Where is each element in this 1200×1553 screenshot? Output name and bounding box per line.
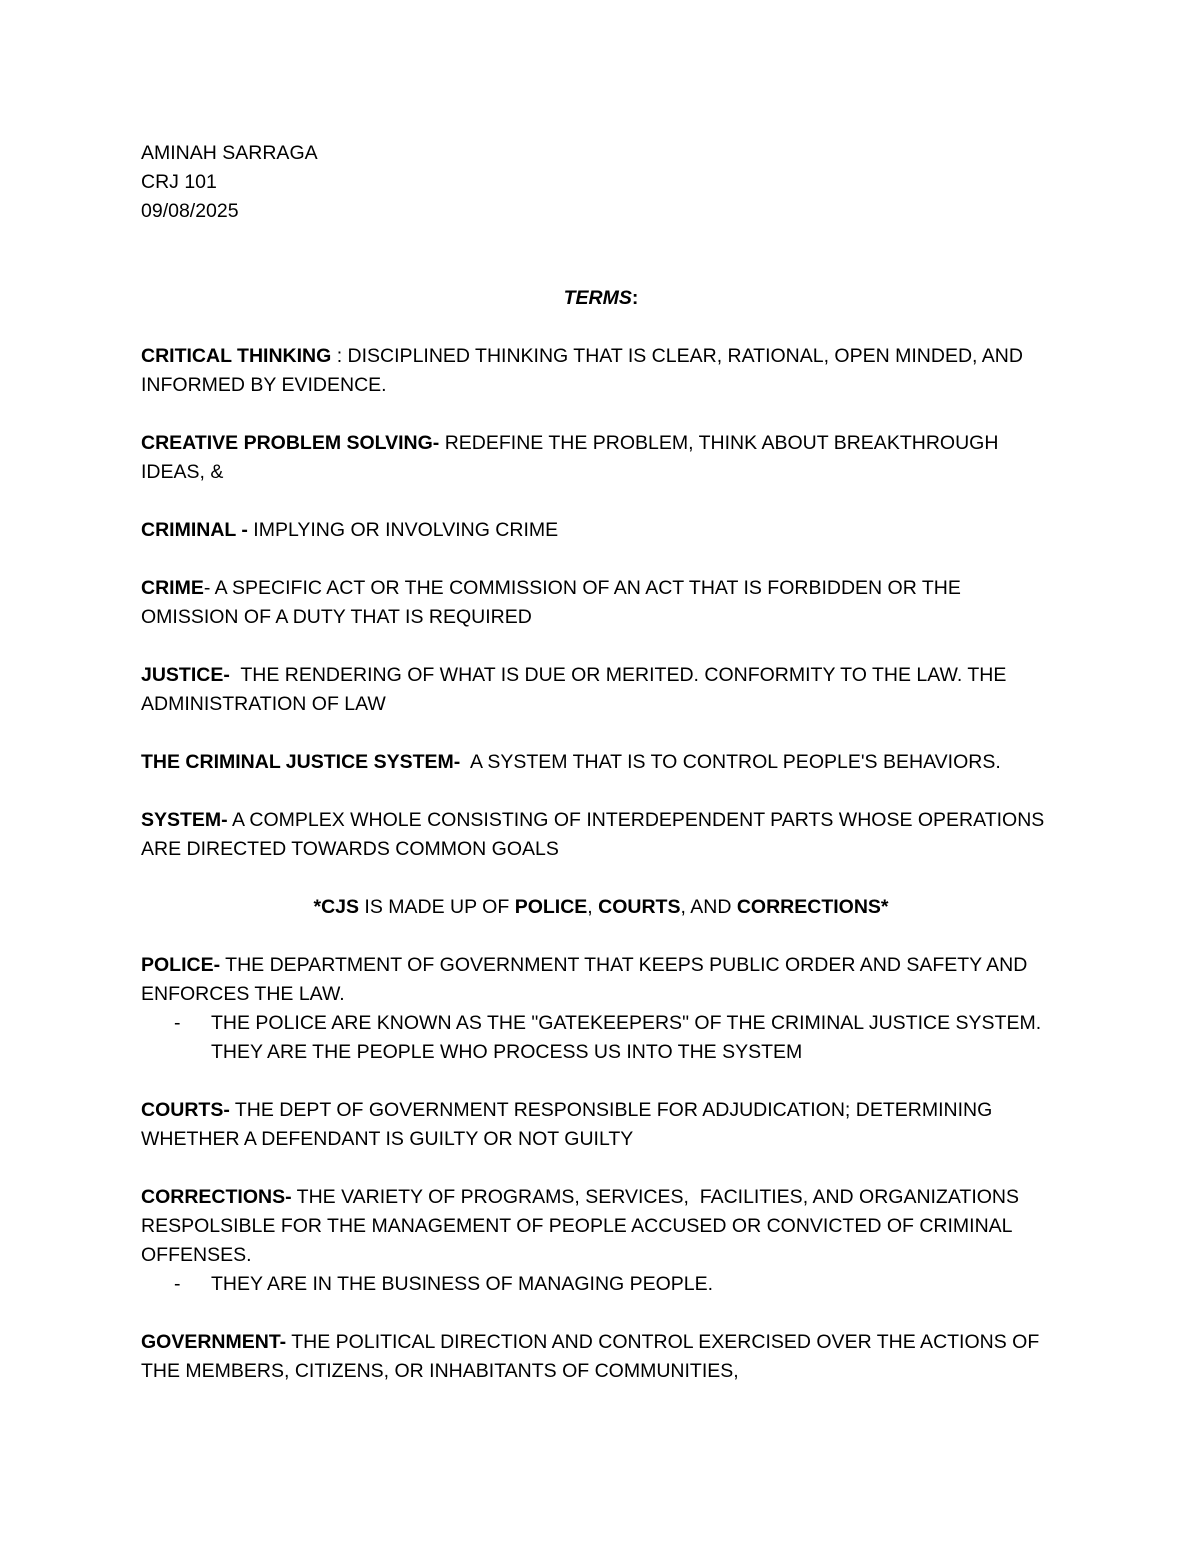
term-label: CREATIVE PROBLEM SOLVING- xyxy=(141,432,440,454)
bullet-dash: - xyxy=(174,1012,181,1034)
cjs-note-part: COURTS xyxy=(598,896,681,918)
term-definition: THE DEPT OF GOVERNMENT RESPONSIBLE FOR ADJUDICATION; DETERMINING WHETHER A DEFENDANT IS GUILTY OR NOT GUILTY xyxy=(141,1099,998,1150)
document-body xyxy=(141,139,1061,1386)
term-justice xyxy=(141,661,1061,719)
term-label: CRITICAL THINKING xyxy=(141,345,332,367)
term-definition: - A SPECIFIC ACT OR THE COMMISSION OF AN ACT THAT IS FORBIDDEN OR THE OMISSION OF A DUTY THAT IS REQUIRED xyxy=(141,577,967,628)
term-definition: REDEFINE THE PROBLEM, THINK ABOUT BREAKTHROUGH IDEAS, & xyxy=(141,432,1004,483)
term-definition: THE RENDERING OF WHAT IS DUE OR MERITED. CONFORMITY TO THE LAW. THE ADMINISTRATION OF LAW xyxy=(141,664,1011,715)
terms-heading-colon: : xyxy=(631,287,639,309)
course-code: CRJ 101 xyxy=(141,171,217,193)
term-police xyxy=(141,951,1061,1009)
term-label: SYSTEM- xyxy=(141,809,228,831)
term-definition: THE DEPARTMENT OF GOVERNMENT THAT KEEPS PUBLIC ORDER AND SAFETY AND ENFORCES THE LAW. xyxy=(141,954,1033,1005)
cjs-note-part: IS MADE UP OF xyxy=(359,896,515,918)
term-definition: THE VARIETY OF PROGRAMS, SERVICES, FACILITIES, AND ORGANIZATIONS RESPOLSIBLE FOR THE MANAGEMENT OF PEOPLE ACCUSED OR CONVICTED OF CRIMINAL OFFENSES. xyxy=(141,1186,1025,1266)
cjs-note-part: , AND xyxy=(680,896,737,918)
terms-heading xyxy=(141,284,1061,313)
term-crime xyxy=(141,574,1061,632)
term-criminal-justice-system xyxy=(141,748,1061,777)
term-label: CRIMINAL - xyxy=(141,519,248,541)
list-item-text: THEY ARE IN THE BUSINESS OF MANAGING PEOPLE. xyxy=(211,1273,714,1295)
term-definition: THE POLITICAL DIRECTION AND CONTROL EXERCISED OVER THE ACTIONS OF THE MEMBERS, CITIZENS, OR INHABITANTS OF COMMUNITIES, xyxy=(141,1331,1045,1382)
document-date: 09/08/2025 xyxy=(141,200,239,222)
term-label: CRIME xyxy=(141,577,204,599)
term-government xyxy=(141,1328,1061,1386)
term-courts xyxy=(141,1096,1061,1154)
cjs-note-part: *CJS xyxy=(313,896,360,918)
terms-heading-text: TERMS xyxy=(563,287,632,309)
term-creative-problem-solving xyxy=(141,429,1061,487)
term-label: JUSTICE- xyxy=(141,664,230,686)
term-label: GOVERNMENT- xyxy=(141,1331,287,1353)
term-system xyxy=(141,806,1061,864)
term-definition: A SYSTEM THAT IS TO CONTROL PEOPLE'S BEHAVIORS. xyxy=(460,751,1001,773)
bullet-dash: - xyxy=(174,1273,181,1295)
term-critical-thinking xyxy=(141,342,1061,400)
cjs-note xyxy=(141,893,1061,922)
list-item xyxy=(141,1270,1061,1299)
term-criminal xyxy=(141,516,1061,545)
term-label: POLICE- xyxy=(141,954,221,976)
term-label: THE CRIMINAL JUSTICE SYSTEM- xyxy=(141,751,461,773)
cjs-note-part: CORRECTIONS* xyxy=(736,896,889,918)
term-definition: A COMPLEX WHOLE CONSISTING OF INTERDEPENDENT PARTS WHOSE OPERATIONS ARE DIRECTED TOWARDS COMMON GOALS xyxy=(141,809,1049,860)
term-definition: IMPLYING OR INVOLVING CRIME xyxy=(247,519,559,541)
student-name: AMINAH SARRAGA xyxy=(141,142,318,164)
term-label: COURTS- xyxy=(141,1099,230,1121)
term-corrections xyxy=(141,1183,1061,1270)
list-item-text: THE POLICE ARE KNOWN AS THE "GATEKEEPERS" OF THE CRIMINAL JUSTICE SYSTEM. THEY ARE THE PEOPLE WHO PROCESS US INTO THE SYSTEM xyxy=(211,1012,1042,1063)
cjs-note-part: , xyxy=(587,896,599,918)
term-label: CORRECTIONS- xyxy=(141,1186,292,1208)
list-item xyxy=(141,1009,1061,1067)
cjs-note-part: POLICE xyxy=(514,896,588,918)
term-definition: : DISCIPLINED THINKING THAT IS CLEAR, RATIONAL, OPEN MINDED, AND INFORMED BY EVIDENCE. xyxy=(141,345,1029,396)
